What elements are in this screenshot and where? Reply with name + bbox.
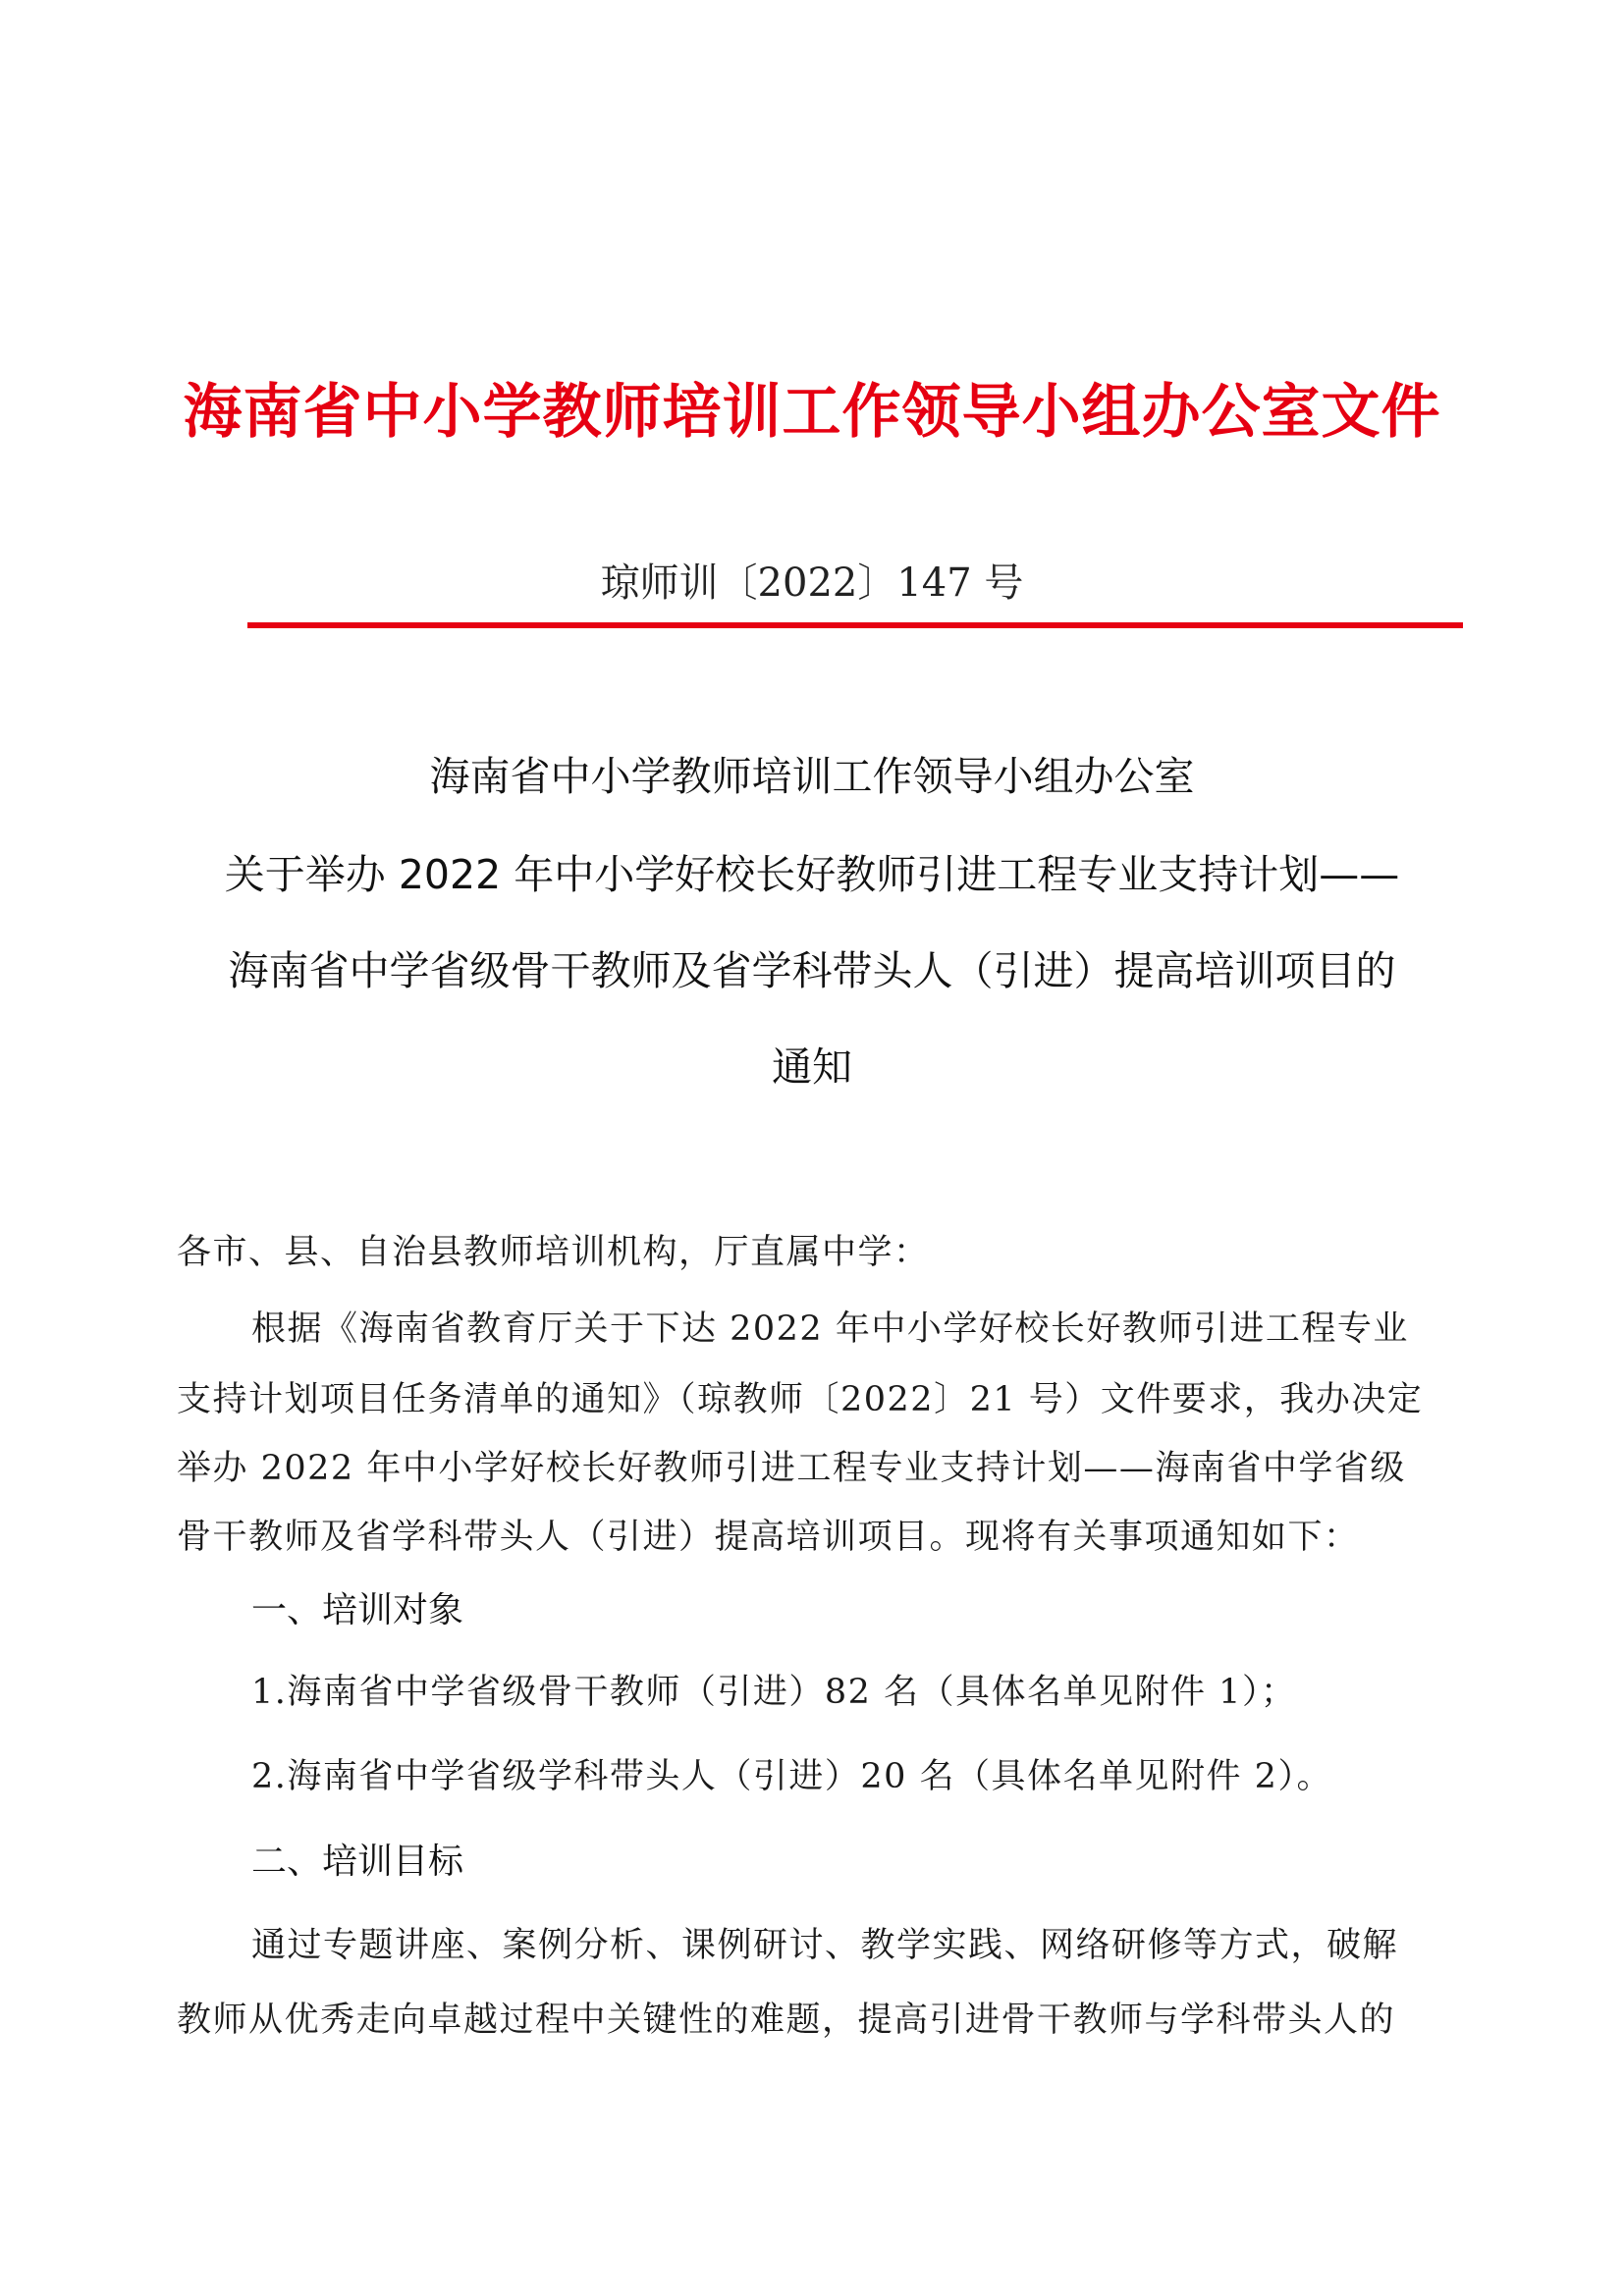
paragraph-1-line-1: 根据《海南省教育厅关于下达 2022 年中小学好校长好教师引进工程专业 (251, 1309, 1409, 1349)
salutation: 各市、县、自治县教师培训机构，厅直属中学： (177, 1233, 930, 1272)
notice-title-line-4: 通知 (772, 1043, 852, 1091)
section-1-item-1: 1.海南省中学省级骨干教师（引进）82 名（具体名单见附件 1）； (251, 1673, 1297, 1712)
section-1-item-2: 2.海南省中学省级学科带头人（引进）20 名（具体名单见附件 2）。 (251, 1757, 1332, 1796)
section-1-heading: 一、培训对象 (251, 1590, 464, 1630)
section-2-line-1: 通过专题讲座、案例分析、课例研讨、教学实践、网络研修等方式，破解 (251, 1926, 1399, 1965)
section-2-line-2: 教师从优秀走向卓越过程中关键性的难题，提高引进骨干教师与学科带头人的 (177, 2001, 1396, 2040)
paragraph-1-line-2: 支持计划项目任务清单的通知》（琼教师〔2022〕21 号）文件要求，我办决定 (177, 1380, 1424, 1419)
issuer-header-title: 海南省中小学教师培训工作领导小组办公室文件 (183, 378, 1441, 447)
paragraph-1-line-4: 骨干教师及省学科带头人（引进）提高培训项目。现将有关事项通知如下： (177, 1518, 1360, 1557)
paragraph-1-line-3: 举办 2022 年中小学好校长好教师引进工程专业支持计划——海南省中学省级 (177, 1449, 1406, 1488)
section-2-heading: 二、培训目标 (251, 1842, 464, 1882)
notice-title-line-3: 海南省中学省级骨干教师及省学科带头人（引进）提高培训项目的 (228, 947, 1396, 994)
document-number: 琼师训〔2022〕147 号 (600, 561, 1024, 606)
notice-title-line-1: 海南省中小学教师培训工作领导小组办公室 (429, 753, 1195, 800)
red-divider-line (247, 622, 1463, 628)
notice-title-line-2: 关于举办 2022 年中小学好校长好教师引进工程专业支持计划—— (224, 851, 1400, 898)
